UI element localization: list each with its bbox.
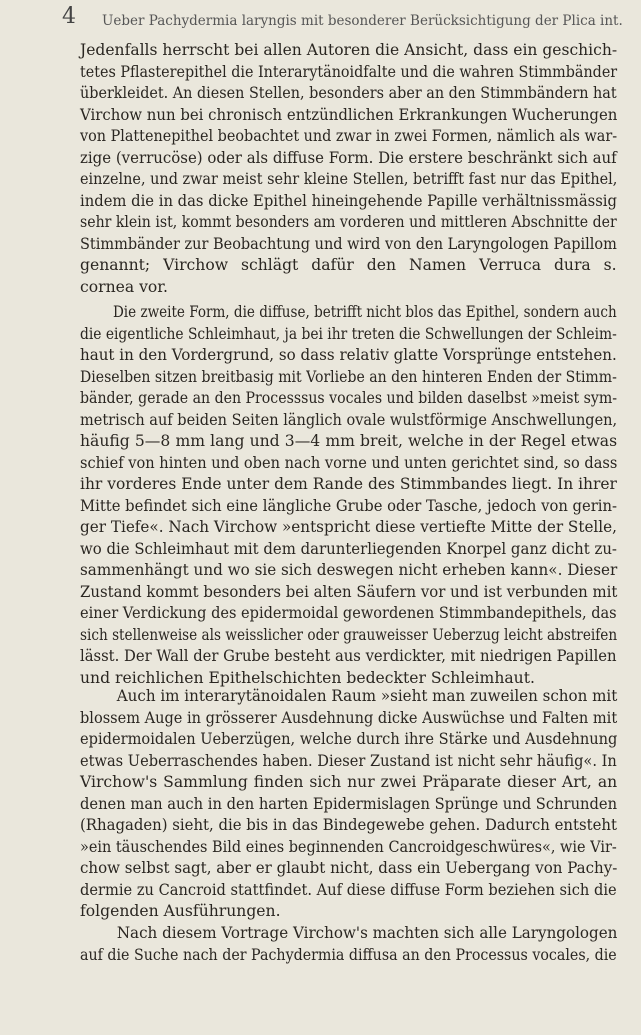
text-line: chow selbst sagt, aber er glaubt nicht, dass ein Uebergang von Pachy- xyxy=(80,859,618,877)
text-line: zige (verrucöse) oder als diffuse Form. Die erstere beschränkt sich auf xyxy=(80,148,617,167)
text-line: lässt. Der Wall der Grube besteht aus verdickter, mit niedrigen Papillen xyxy=(80,647,617,665)
paragraph-2 xyxy=(80,302,617,689)
text-line: die eigentliche Schleimhaut, ja bei ihr treten die Schwellungen der Schleim- xyxy=(80,324,617,343)
text-line: schief von hinten und oben nach vorne und unten gerichtet sind, so dass xyxy=(80,453,618,472)
text-line: metrisch auf beiden Seiten länglich ovale wulstförmige Anschwellungen, xyxy=(80,410,618,429)
page-number: 4 xyxy=(62,4,76,29)
text-line: und reichlichen Epithelschichten bedeckter Schleimhaut. xyxy=(80,668,535,687)
paragraph-3 xyxy=(80,686,617,923)
text-line: blossem Auge in grösserer Ausdehnung dicke Auswüchse und Falten mit xyxy=(80,708,618,727)
text-line: von Plattenepithel beobachtet und zwar in zwei Formen, nämlich als war- xyxy=(80,127,618,145)
text-line: Virchow nun bei chronisch entzündlichen Erkrankungen Wucherungen xyxy=(80,105,618,124)
text-line: etwas Ueberraschendes haben. Dieser Zustand ist nicht sehr häufig«. In xyxy=(80,751,617,770)
text-line: einzelne, und zwar meist sehr kleine Stellen, betrifft fast nur das Epithel, xyxy=(80,170,618,188)
text-line: auf die Suche nach der Pachydermia diffusa an den Processus vocales, die xyxy=(80,945,617,964)
text-line: dermie zu Cancroid stattfindet. Auf diese diffuse Form beziehen sich die xyxy=(80,880,617,899)
text-line: sehr klein ist, kommt besonders am vorderen und mittleren Abschnitte der xyxy=(80,213,617,231)
paragraph-1 xyxy=(80,40,617,298)
text-line: sich stellenweise als weisslicher oder grauweisser Ueberzug leicht abstreifen xyxy=(80,625,618,644)
text-line: indem die in das dicke Epithel hineingehende Papille verhältnissmässig xyxy=(80,191,617,210)
text-line: Nach diesem Vortrage Virchow's machten sich alle Laryngologen xyxy=(116,924,618,942)
text-line: epidermoidalen Ueberzügen, welche durch ihre Stärke und Ausdehnung xyxy=(80,730,618,748)
text-line: Auch im interarytänoidalen Raum »sieht man zuweilen schon mit xyxy=(116,687,618,705)
text-line: tetes Pflasterepithel die Interarytänoidfalte und die wahren Stimmbänder xyxy=(80,62,618,81)
text-line: genannt; Virchow schlägt dafür den Namen Verruca dura s. xyxy=(80,256,617,274)
text-line: wo die Schleimhaut mit dem darunterliegenden Knorpel ganz dicht zu- xyxy=(80,539,617,558)
text-line: ihr vorderes Ende unter dem Rande des Stimmbandes liegt. In ihrer xyxy=(80,475,617,493)
text-line: folgenden Ausführungen. xyxy=(80,902,281,920)
text-line: häufig 5—8 mm lang und 3—4 mm breit, welche in der Regel etwas xyxy=(80,432,618,450)
text-line: Jedenfalls herrscht bei allen Autoren die Ansicht, dass ein geschich- xyxy=(80,41,618,59)
text-line: »ein täuschendes Bild eines beginnenden Cancroidgeschwüres«, wie Vir- xyxy=(80,837,617,856)
text-line: Die zweite Form, die diffuse, betrifft nicht blos das Epithel, sondern auch xyxy=(112,303,617,321)
text-line: überkleidet. An diesen Stellen, besonders aber an den Stimmbändern hat xyxy=(80,84,617,102)
running-header xyxy=(62,4,632,34)
text-line: Zustand kommt besonders bei alten Säufern vor und ist verbunden mit xyxy=(80,582,618,601)
text-line: Dieselben sitzen breitbasig mit Vorliebe an den hinteren Enden der Stimm- xyxy=(80,367,617,386)
text-line: Stimmbänder zur Beobachtung und wird von den Laryngologen Papillom xyxy=(80,234,617,253)
text-line: cornea vor. xyxy=(80,277,168,296)
paragraph-4 xyxy=(80,923,617,966)
running-title: Ueber Pachydermia laryngis mit besonderer Berücksichtigung der Plica int. xyxy=(102,13,623,29)
text-line: denen man auch in den harten Epidermislagen Sprünge und Schrunden xyxy=(80,794,618,813)
text-line: haut in den Vordergrund, so dass relativ glatte Vorsprünge entstehen. xyxy=(80,346,617,364)
text-line: Mitte befindet sich eine längliche Grube oder Tasche, jedoch von gerin- xyxy=(80,496,618,515)
text-line: (Rhagaden) sieht, die bis in das Bindegewebe gehen. Dadurch entsteht xyxy=(80,816,617,834)
text-line: sammenhängt und wo sie sich deswegen nicht erheben kann«. Dieser xyxy=(80,561,618,579)
text-line: ger Tiefe«. Nach Virchow »entspricht diese vertiefte Mitte der Stelle, xyxy=(80,518,617,536)
text-line: einer Verdickung des epidermoidal gewordenen Stimmbandepithels, das xyxy=(80,604,617,622)
text-line: bänder, gerade an den Processsus vocales und bilden daselbst »meist sym- xyxy=(80,389,618,407)
text-line: Virchow's Sammlung finden sich nur zwei Präparate dieser Art, an xyxy=(80,773,618,791)
